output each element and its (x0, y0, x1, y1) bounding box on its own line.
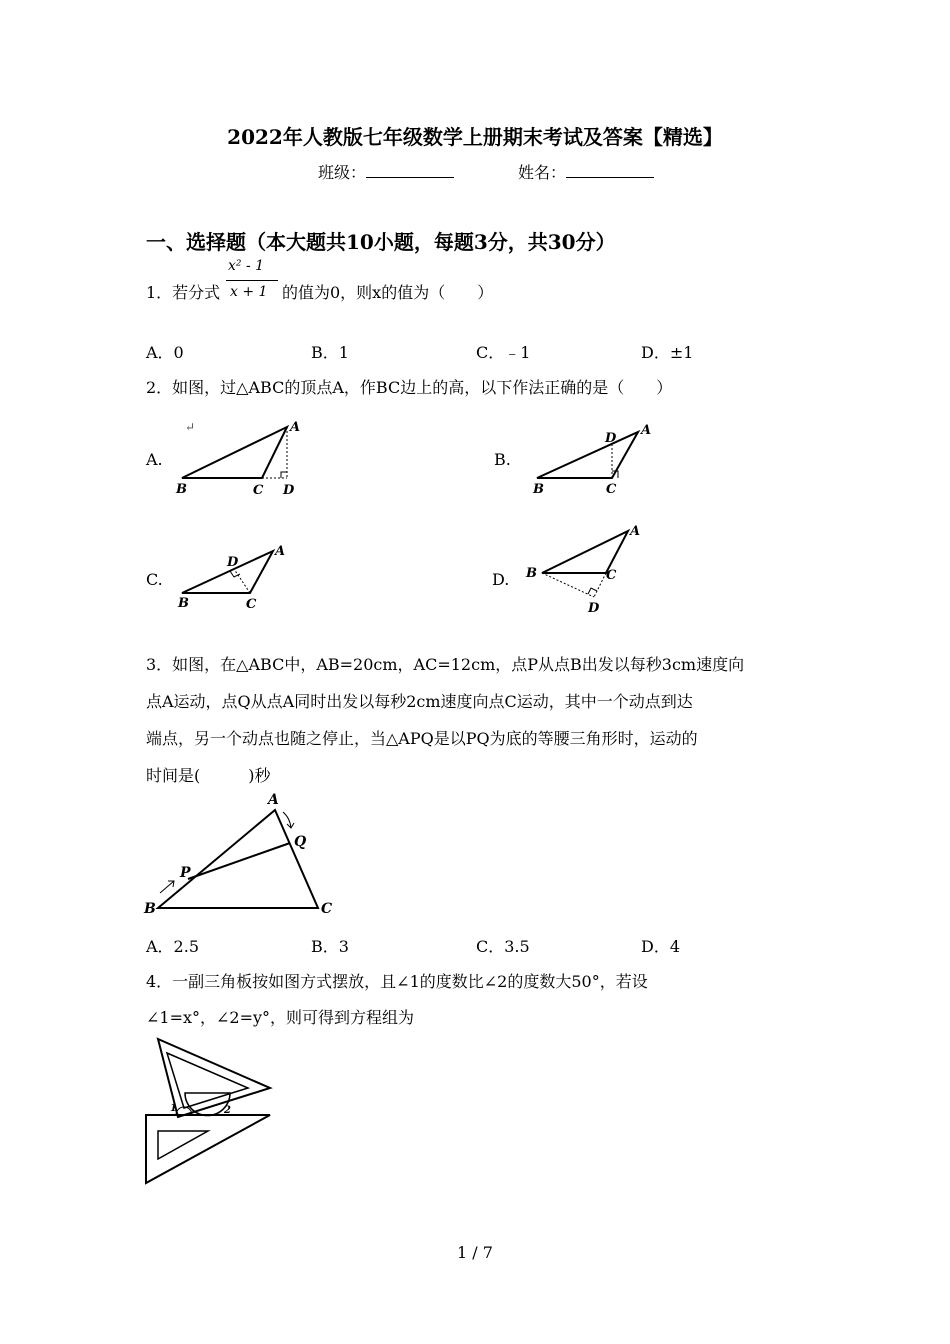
q3-line-4: 时间是( )秒 (146, 766, 271, 785)
q1-option-a: A．0 (146, 343, 184, 362)
q4-figure (140, 1035, 280, 1185)
q3-line-1: 3．如图，在△ABC中，AB=20cm，AC=12cm，点P从点B出发以每秒3cm速度向 (146, 655, 745, 674)
name-blank (566, 163, 654, 178)
vertex-c: C (606, 568, 617, 583)
triangle (537, 432, 638, 478)
q1-suffix: 的值为0，则x的值为（ ） (282, 283, 494, 302)
q2-figure-b (525, 418, 665, 498)
extension-line (594, 573, 606, 597)
foot-d: D (588, 601, 600, 616)
q1-denominator: x + 1 (230, 284, 268, 300)
name-field (518, 160, 654, 183)
q2-stem: 2．如图，过△ABC的顶点A，作BC边上的高，以下作法正确的是（ ） (146, 378, 673, 397)
fraction-bar (226, 280, 278, 281)
q2-figure-d (520, 520, 650, 620)
vertex-b: B (178, 596, 189, 611)
q3-option-d: D．4 (641, 937, 681, 956)
triangle-ruler-bottom-inner (158, 1131, 208, 1159)
q3-option-b: B．3 (311, 937, 349, 956)
point-d: D (605, 431, 617, 446)
page-number: 1 / 7 (457, 1243, 493, 1262)
vertex-a: A (630, 524, 641, 539)
vertex-a: A (641, 423, 652, 438)
arrow-q (283, 812, 291, 828)
q3-line-2: 点A运动，点Q从点A同时出发以每秒2cm速度向点C运动，其中一个动点到达 (146, 692, 693, 711)
q1-option-d: D．±1 (641, 343, 694, 362)
q1-option-c: C．﹣1 (476, 343, 531, 362)
angle-2-label: 2 (224, 1105, 231, 1116)
triangle (542, 531, 628, 573)
right-angle-mark (588, 588, 597, 594)
triangle (182, 427, 287, 478)
triangle-ruler-bottom (146, 1115, 270, 1183)
q2-option-b-label: B. (494, 450, 511, 469)
vertex-a: A (268, 792, 279, 808)
triangle-abc (158, 810, 318, 908)
segment-pq (188, 843, 290, 879)
q1-numerator: x² - 1 (228, 258, 265, 274)
q3-option-a: A．2.5 (146, 937, 200, 956)
angle-1-label: 1 (170, 1103, 177, 1114)
class-field (318, 160, 454, 183)
altitude-line (234, 569, 250, 593)
q2-figure-c (170, 540, 300, 615)
q2-option-a-label: A. (146, 450, 163, 469)
point-d: D (227, 555, 239, 570)
vertex-a: A (275, 544, 286, 559)
vertex-c: C (321, 901, 333, 917)
vertex-b: B (533, 482, 544, 497)
q1-prefix: 1．若分式 (146, 283, 221, 302)
class-label: 班级： (318, 163, 367, 182)
q3-figure (140, 790, 345, 920)
vertex-b: B (144, 901, 156, 917)
point-q: Q (294, 834, 307, 850)
q2-option-d-label: D. (492, 570, 510, 589)
arrow-p (160, 881, 174, 893)
class-blank (366, 163, 454, 178)
q2-option-c-label: C. (146, 570, 163, 589)
right-angle-mark (281, 472, 287, 478)
q3-option-c: C．3.5 (476, 937, 530, 956)
vertex-b: B (176, 482, 187, 497)
vertex-c: C (253, 483, 264, 498)
vertex-b: B (526, 566, 537, 581)
q4-line-2: ∠1=x°，∠2=y°，则可得到方程组为 (146, 1008, 415, 1027)
section-heading: 一、选择题（本大题共10小题，每题3分，共30分） (146, 230, 616, 254)
vertex-c: C (246, 597, 257, 612)
return-mark: ↵ (185, 420, 196, 434)
vertex-a: A (290, 420, 301, 435)
q2-figure-a (170, 415, 310, 500)
altitude-line (542, 573, 594, 597)
q3-line-3: 端点，另一个动点也随之停止，当△APQ是以PQ为底的等腰三角形时，运动的 (146, 729, 698, 748)
name-label: 姓名： (518, 163, 567, 182)
q1-option-b: B．1 (311, 343, 349, 362)
q4-line-1: 4．一副三角板按如图方式摆放，且∠1的度数比∠2的度数大50°，若设 (146, 972, 648, 991)
page-title: 2022年人教版七年级数学上册期末考试及答案【精选】 (227, 125, 723, 149)
foot-d: D (283, 483, 295, 498)
vertex-c: C (606, 482, 617, 497)
point-p: P (180, 865, 191, 881)
